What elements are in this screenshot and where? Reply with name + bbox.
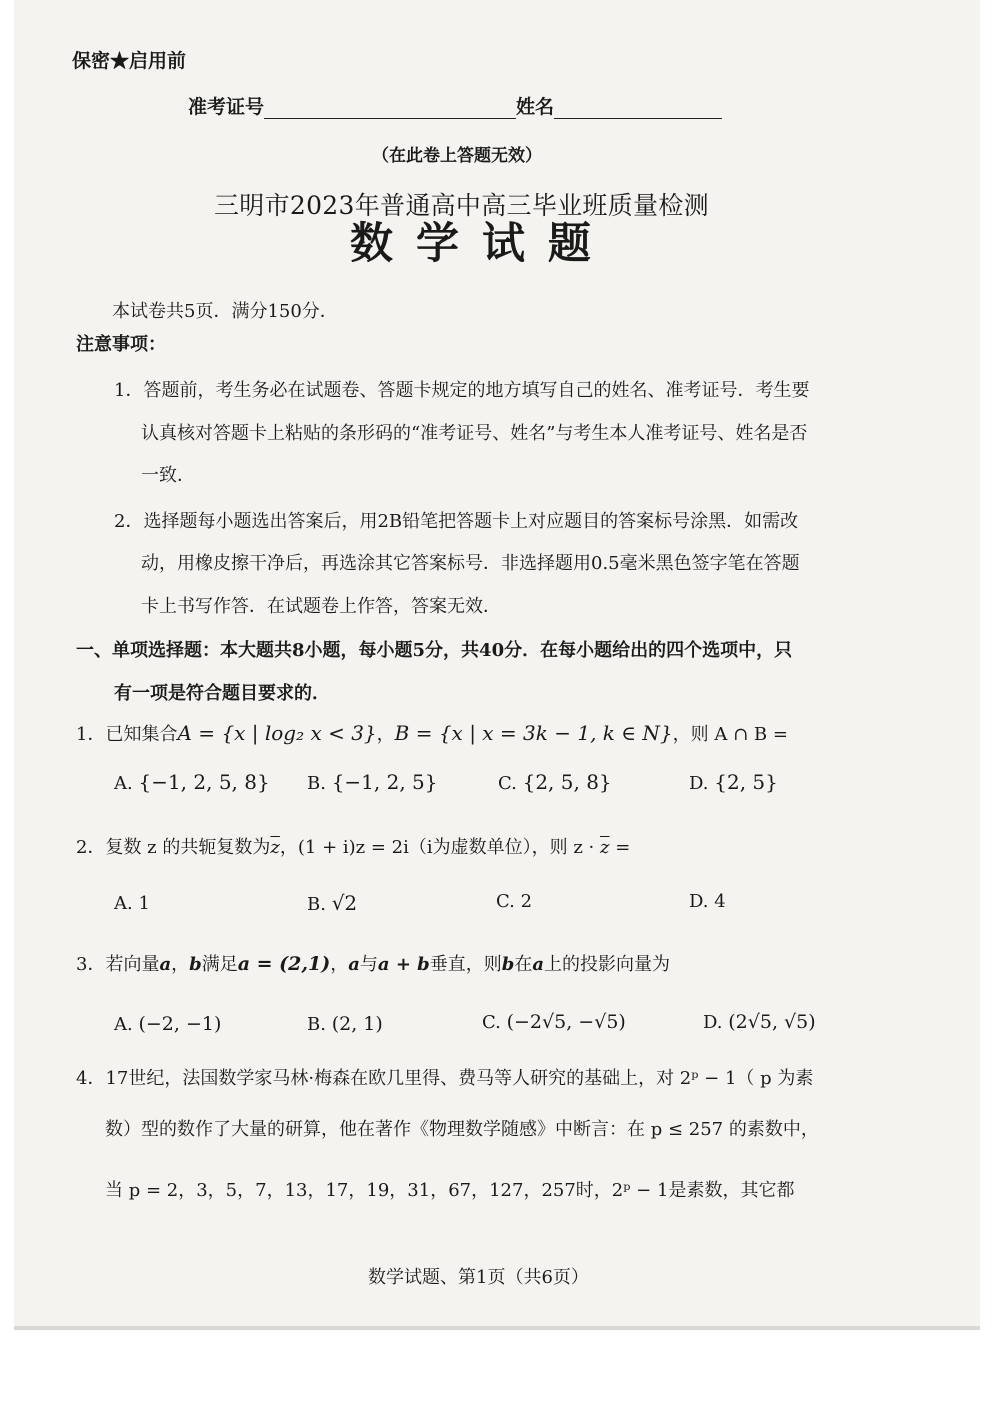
question-3-text-b: 满足 [201, 954, 238, 975]
question-3-option-b [307, 1013, 383, 1035]
option-value: (−2, −1) [138, 1013, 222, 1035]
question-3-text-g: 上的投影向量为 [544, 954, 671, 975]
option-value: (2, 1) [331, 1013, 383, 1035]
option-value: {−1, 2, 5, 8} [138, 770, 270, 794]
z-conjugate: $\overline{z}$ [270, 837, 280, 858]
option-value: √2 [331, 891, 358, 915]
question-3-comma: ， [171, 954, 190, 975]
option-label: D. [703, 1012, 723, 1033]
option-value: (2√5, √5) [728, 1011, 816, 1033]
question-4-line-1 [76, 1064, 813, 1090]
section-1-heading-line-2: 有一项是符合题目要求的． [114, 683, 330, 704]
question-4-text-1: 17世纪，法国数学家马林·梅森在欧几里得、费马等人研究的基础上，对 2ᵖ − 1（ p 为素 [105, 1068, 814, 1089]
option-value: 4 [714, 891, 726, 912]
notice-heading: 注意事项： [76, 334, 166, 355]
question-1-ask: ，则 A ∩ B = [672, 724, 788, 745]
vector-a-equation: a = (2,1) [237, 953, 331, 975]
option-label: B. [307, 894, 326, 915]
section-1-heading-line-1: 一、单项选择题：本大题共8小题，每小题5分，共40分．在每小题给出的四个选项中，只 [76, 640, 793, 661]
question-1-option-d [689, 770, 778, 794]
option-label: D. [689, 773, 709, 794]
notice-2-line-2: 动，用橡皮擦干净后，再选涂其它答案标号．非选择题用0.5毫米黑色签字笔在答题 [141, 553, 800, 574]
option-label: C. [496, 891, 515, 912]
question-2-text-a: 复数 z 的共轭复数为 [105, 837, 271, 858]
question-2-option-a [114, 893, 150, 914]
name-blank[interactable] [554, 96, 722, 119]
question-3-text-d: 与 [359, 954, 378, 975]
notice-1-line-1: 1．答题前，考生务必在试题卷、答题卡规定的地方填写自己的姓名、准考证号．考生要 [114, 380, 810, 401]
exam-id-label: 准考证号 [188, 96, 265, 118]
question-3-stem [76, 950, 670, 976]
question-2-option-b [307, 891, 357, 915]
page-info: 本试卷共5页．满分150分． [112, 301, 338, 322]
question-1-separator: ， [376, 724, 395, 745]
question-1-text-a: 已知集合 [105, 724, 178, 745]
exam-id-row [188, 92, 722, 119]
question-2-text-c: = [609, 837, 631, 858]
notice-2-line-3: 卡上书写作答．在试题卷上作答，答案无效． [141, 596, 501, 617]
option-value: 2 [520, 891, 533, 912]
option-label: C. [498, 773, 517, 794]
option-value: {−1, 2, 5} [331, 770, 438, 794]
z-conjugate-2: $\overline{z}$ [600, 837, 610, 858]
set-b-expression: B = {x | x = 3k − 1, k ∈ N} [394, 721, 673, 745]
question-3-option-a [114, 1013, 221, 1035]
page-shadow [14, 1326, 980, 1330]
vector-a: a [159, 954, 172, 975]
option-label: B. [307, 1014, 326, 1035]
vector-b-2: b [501, 954, 515, 975]
name-label: 姓名 [516, 96, 555, 118]
question-3-text-a: 若向量 [105, 954, 160, 975]
question-1-option-b [307, 770, 438, 794]
question-4-number: 4． [76, 1068, 106, 1089]
notice-1-line-2: 认真核对答题卡上粘贴的条形码的“准考证号、姓名”与考生本人准考证号、姓名是否 [141, 423, 808, 444]
question-2-number: 2． [76, 837, 106, 858]
option-label: A. [114, 1014, 133, 1035]
option-value: 1 [138, 893, 150, 914]
exam-id-blank[interactable] [264, 96, 516, 119]
confidential-label: 保密★启用前 [72, 50, 187, 72]
question-1-option-a [114, 770, 270, 794]
question-1-stem [76, 720, 788, 746]
option-value: {2, 5} [714, 770, 778, 794]
page-footer: 数学试题、第1页（共6页） [368, 1267, 589, 1288]
vector-a-2: a [348, 954, 360, 975]
question-3-option-d [703, 1011, 816, 1033]
question-4-line-3: 当 p = 2，3，5，7，13，17，19，31，67，127，257时，2ᵖ − 1是素数，其它都 [105, 1180, 795, 1201]
notice-2-line-1: 2．选择题每小题选出答案后，用2B铅笔把答题卡上对应题目的答案标号涂黑．如需改 [114, 511, 799, 532]
option-label: A. [114, 773, 133, 794]
question-1-option-c [498, 770, 612, 794]
question-3-number: 3． [76, 954, 106, 975]
option-label: D. [689, 891, 709, 912]
exam-title: 三明市2023年普通高中高三毕业班质量检测 [214, 191, 709, 220]
question-3-text-e: 垂直，则 [429, 954, 502, 975]
question-3-text-c: ， [330, 954, 349, 975]
subject-title: 数 学 试 题 [350, 219, 595, 269]
question-1-number: 1． [76, 724, 106, 745]
option-value: (−2√5, −√5) [506, 1011, 626, 1033]
option-label: B. [307, 773, 326, 794]
question-2-option-c [496, 891, 532, 912]
question-4-line-2: 数）型的数作了大量的研算，他在著作《物理数学随感》中断言：在 p ≤ 257 的素数中， [105, 1119, 819, 1140]
vector-a-3: a [532, 954, 545, 975]
notice-1-line-3: 一致． [141, 465, 195, 486]
vector-a-plus-b: a + b [377, 954, 430, 975]
question-3-option-c [482, 1011, 626, 1033]
option-label: A. [114, 893, 133, 914]
invalid-note: （在此卷上答题无效） [372, 146, 542, 166]
question-3-text-f: 在 [514, 954, 533, 975]
vector-b: b [189, 954, 202, 975]
set-a-expression: A = {x | log₂ x < 3} [177, 721, 377, 745]
question-2-stem [76, 833, 630, 859]
option-value: {2, 5, 8} [522, 770, 612, 794]
option-label: C. [482, 1012, 501, 1033]
question-2-text-b: ，(1 + i)z = 2i（i为虚数单位），则 z · [279, 837, 600, 858]
question-2-option-d [689, 891, 726, 912]
